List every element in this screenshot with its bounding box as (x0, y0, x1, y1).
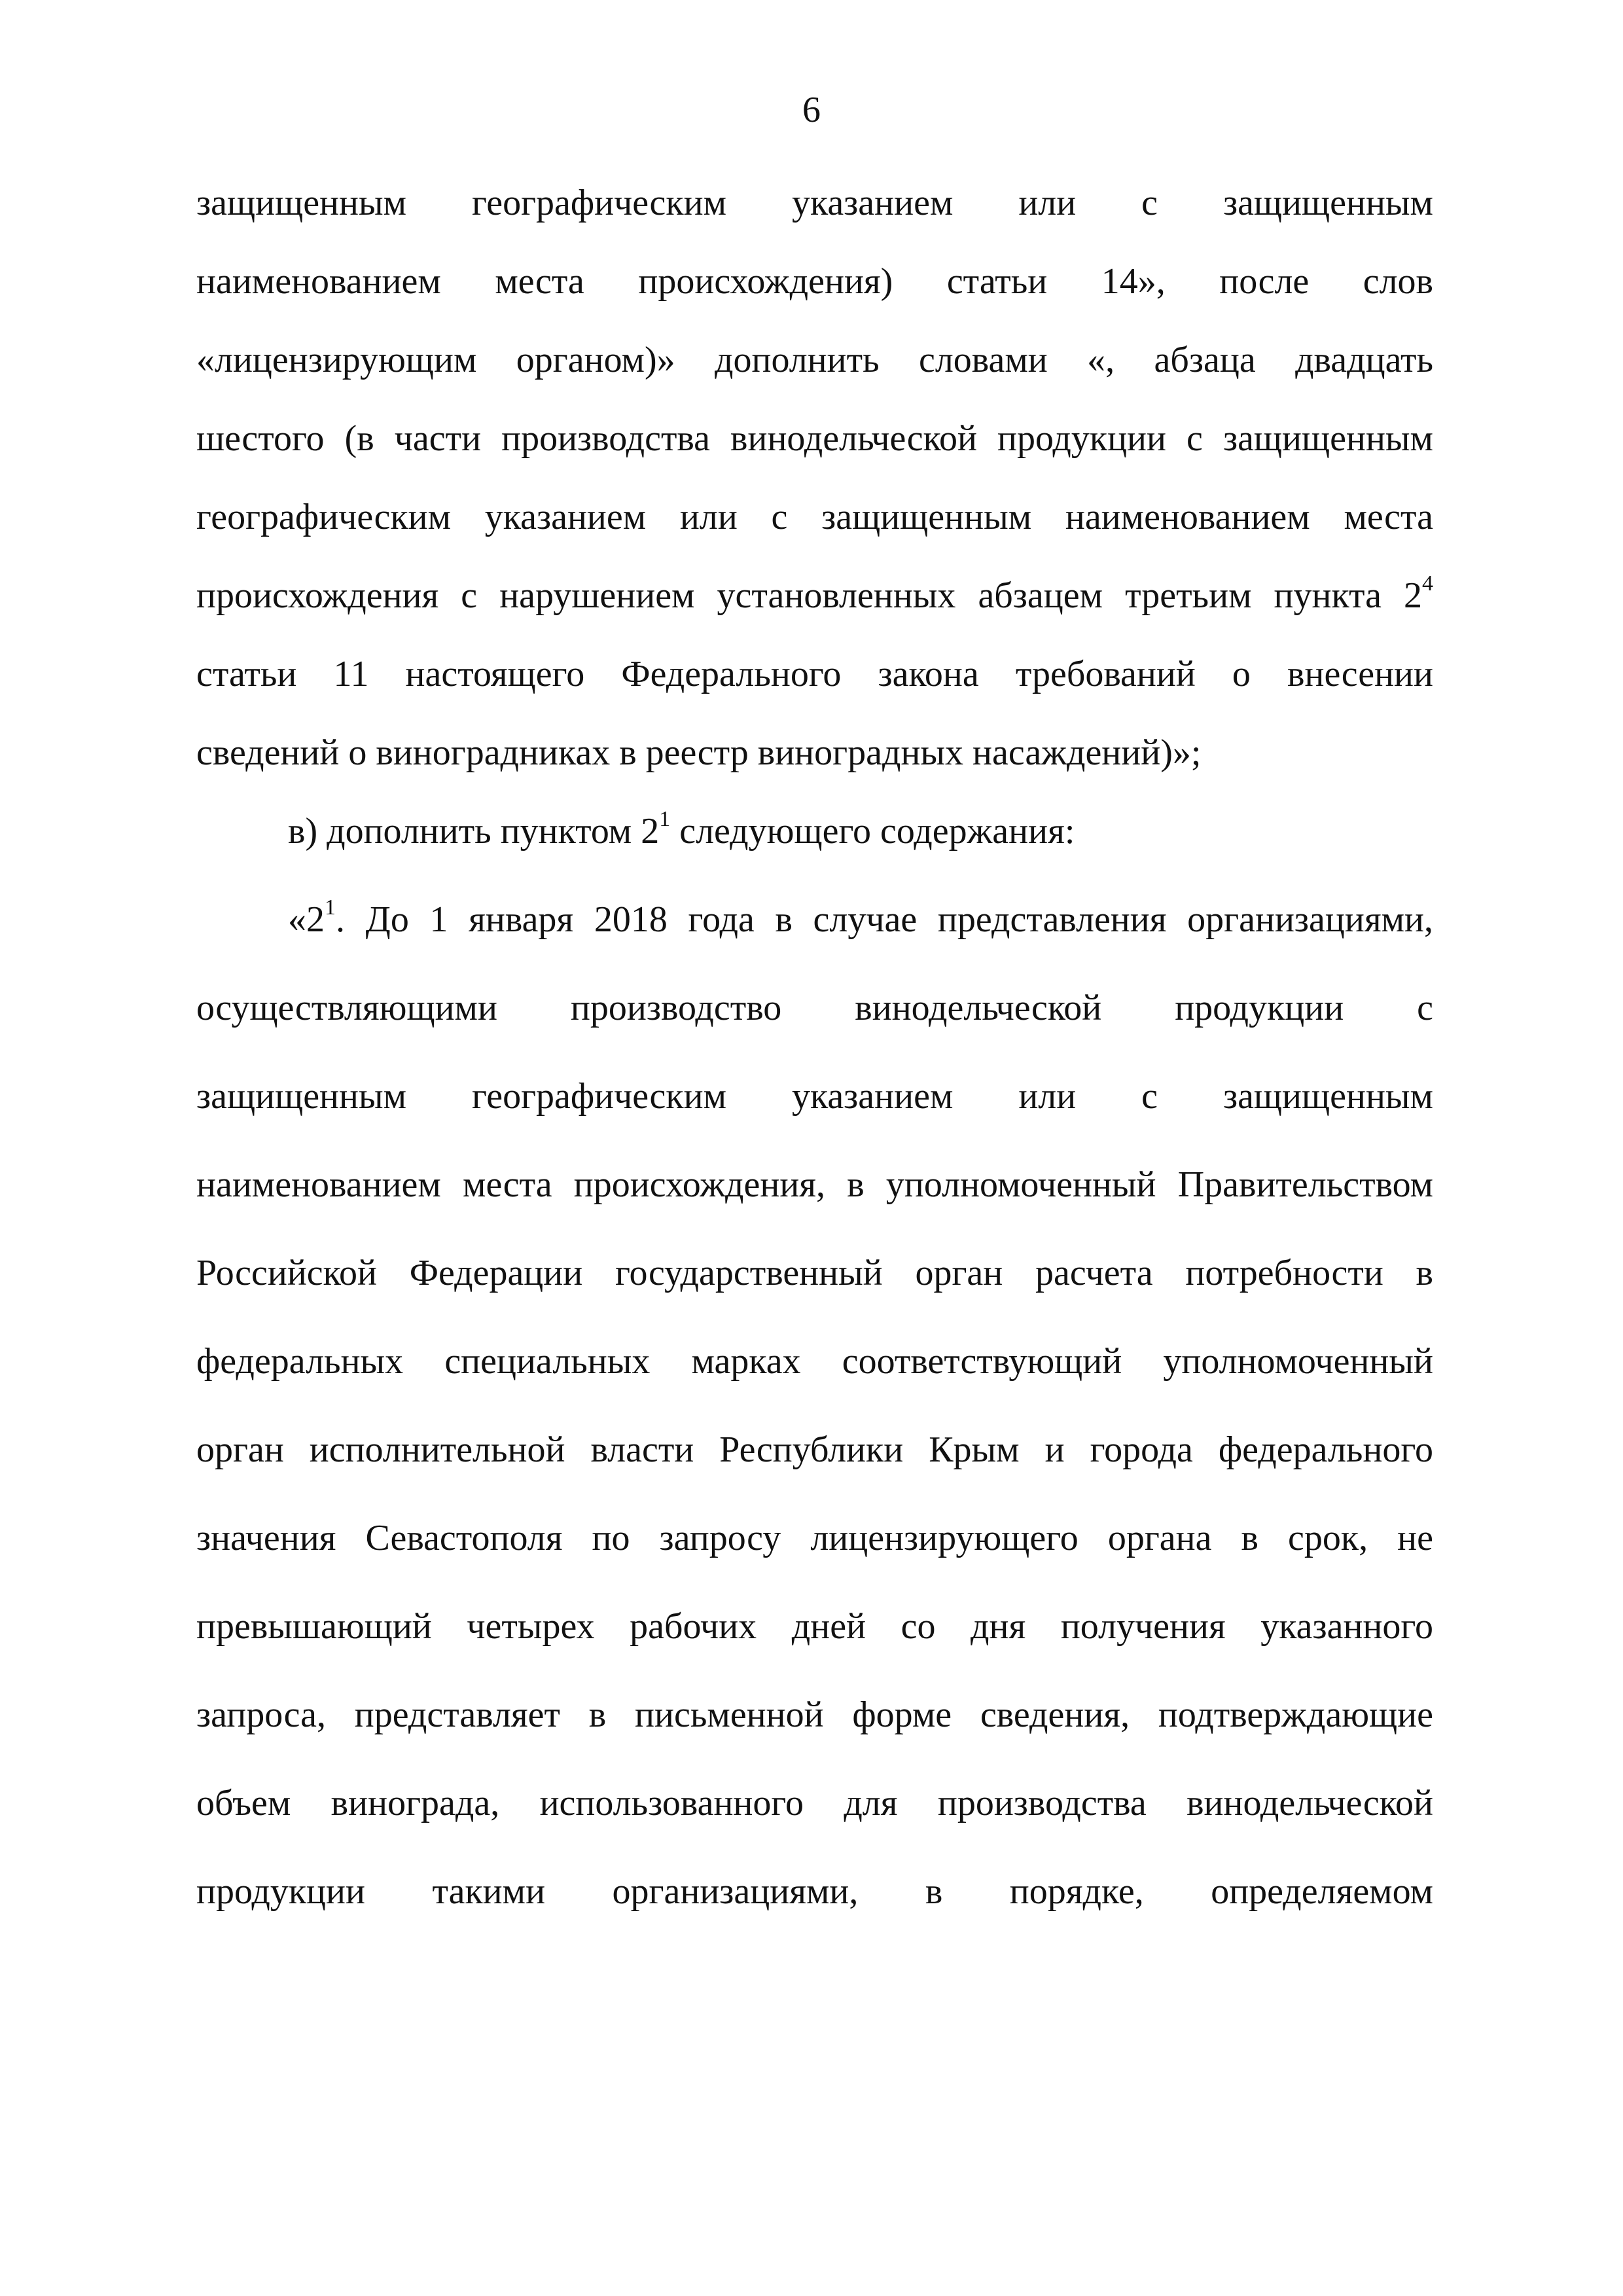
text-line-9-main: в) дополнить пунктом 2 (288, 811, 660, 852)
text-line-21: продукции такими организациями, в порядке, определяемом (196, 1871, 1433, 1912)
text-line-10 (288, 893, 1433, 946)
text-line-5: географическим указанием или с защищенным наименованием места (196, 497, 1433, 537)
text-line-6-main: происхождения с нарушением установленных абзацем третьим пункта 2 (196, 575, 1422, 616)
text-line-13: наименованием места происхождения, в уполномоченный Правительством (196, 1164, 1433, 1205)
text-line-10-main: . До 1 января 2018 года в случае представления организациями, (336, 899, 1433, 940)
text-line-3: «лицензирующим органом)» дополнить словами «, абзаца двадцать (196, 340, 1433, 380)
text-line-11: осуществляющими производство винодельческой продукции с (196, 988, 1433, 1028)
text-line-20: объем винограда, использованного для производства винодельческой (196, 1783, 1433, 1823)
superscript-1b: 1 (325, 895, 336, 920)
text-line-17: значения Севастополя по запросу лицензирующего органа в срок, не (196, 1518, 1433, 1558)
text-line-6 (196, 569, 1433, 622)
text-line-18: превышающий четырех рабочих дней со дня получения указанного (196, 1606, 1433, 1647)
text-line-19: запроса, представляет в письменной форме сведения, подтверждающие (196, 1695, 1433, 1735)
text-line-1: защищенным географическим указанием или с защищенным (196, 183, 1433, 223)
text-line-15: федеральных специальных марках соответствующий уполномоченный (196, 1341, 1433, 1382)
text-line-2: наименованием места происхождения) статьи 14», после слов (196, 261, 1433, 302)
text-line-14: Российской Федерации государственный орган расчета потребности в (196, 1253, 1433, 1293)
text-line-4: шестого (в части производства винодельческой продукции с защищенным (196, 418, 1433, 459)
text-line-8: сведений о виноградниках в реестр виноградных насаждений)»; (196, 732, 1202, 773)
text-line-9 (288, 805, 1433, 857)
superscript-4: 4 (1422, 571, 1433, 596)
text-line-10-head: «2 (288, 899, 325, 940)
text-line-16: орган исполнительной власти Республики Крым и города федерального (196, 1429, 1433, 1470)
superscript-1: 1 (659, 807, 671, 831)
text-line-12: защищенным географическим указанием или с защищенным (196, 1076, 1433, 1117)
text-line-9-tail: следующего содержания: (670, 811, 1075, 852)
page-number: 6 (802, 90, 821, 130)
text-line-7: статьи 11 настоящего Федерального закона требований о внесении (196, 654, 1433, 694)
